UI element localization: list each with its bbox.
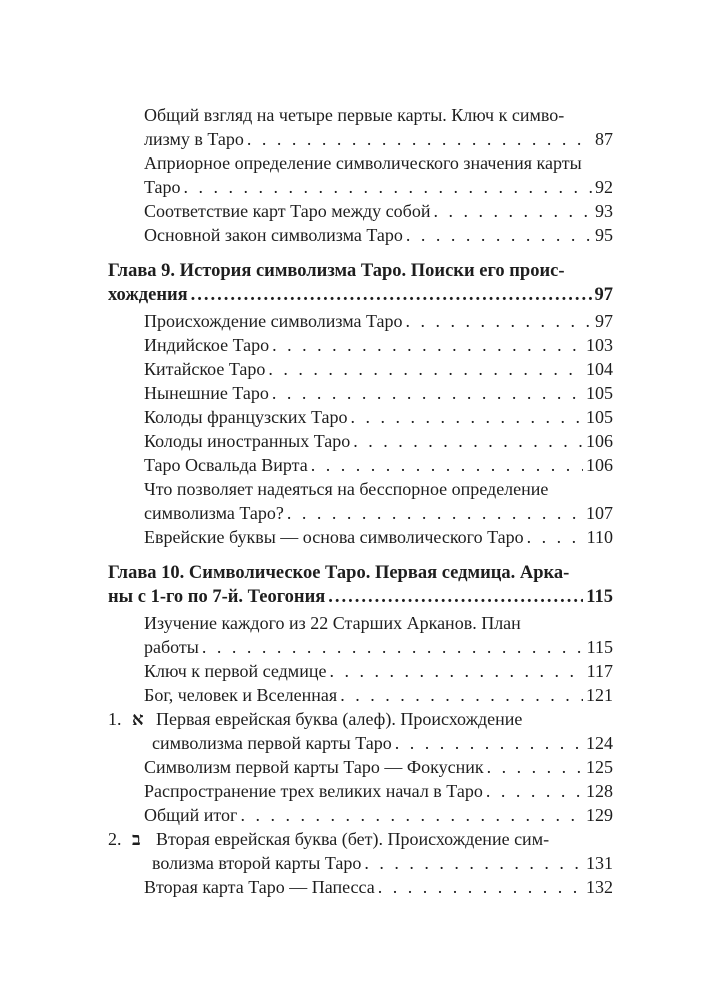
toc-entry [108, 779, 613, 803]
toc-line-with-page [144, 333, 613, 357]
toc-entry [108, 453, 613, 477]
toc-entry [108, 875, 613, 899]
page-number: 132 [586, 877, 613, 897]
dot-leader [191, 283, 592, 307]
page-number: 124 [586, 733, 613, 753]
dot-leader [328, 585, 583, 609]
dot-leader [287, 501, 583, 525]
page-number: 128 [586, 781, 613, 801]
entry-title: Колоды иностранных Таро [144, 431, 351, 451]
entry-title: символизма Таро? [144, 503, 284, 523]
dot-leader [184, 175, 592, 199]
toc-line [144, 477, 613, 501]
dot-leader [240, 803, 583, 827]
page-number: 117 [586, 661, 613, 681]
toc-entry [108, 381, 613, 405]
page-number: 110 [586, 527, 613, 547]
dot-leader [247, 127, 592, 151]
dot-leader [406, 309, 592, 333]
table-of-contents [108, 103, 613, 899]
entry-title: Первая еврейская буква (алеф). Происхождение [156, 709, 523, 729]
toc-entry [108, 199, 613, 223]
toc-line [108, 827, 613, 851]
dot-leader [202, 635, 584, 659]
toc-entry [108, 659, 613, 683]
page-number: 105 [586, 383, 613, 403]
chapter-entry [108, 561, 613, 609]
toc-line-with-page [144, 875, 613, 899]
toc-entry [108, 405, 613, 429]
toc-line-with-page [144, 755, 613, 779]
toc-line [144, 611, 613, 635]
entry-title: лизму в Таро [144, 129, 244, 149]
toc-entry [108, 803, 613, 827]
page-number: 103 [586, 335, 613, 355]
toc-line-with-page [144, 501, 613, 525]
page-number: 104 [586, 359, 613, 379]
toc-line-with-page [144, 635, 613, 659]
toc-entry [108, 611, 613, 659]
entry-title: Нынешние Таро [144, 383, 269, 403]
toc-line-with-page [108, 851, 613, 875]
entry-title: Вторая карта Таро — Папесса [144, 877, 375, 897]
entry-title: Что позволяет надеяться на бесспорное определение [144, 479, 549, 499]
toc-line [144, 151, 613, 175]
entry-title: Таро [144, 177, 181, 197]
toc-line-with-page [144, 779, 613, 803]
page-number: 106 [586, 455, 613, 475]
toc-line-with-page [144, 175, 613, 199]
dot-leader [268, 357, 583, 381]
toc-line [144, 103, 613, 127]
toc-line-with-page [144, 683, 613, 707]
entry-title: Ключ к первой седмице [144, 661, 327, 681]
toc-entry [108, 333, 613, 357]
toc-entry [108, 827, 613, 875]
page-number: 121 [586, 685, 613, 705]
hebrew-letter: א [132, 709, 144, 729]
dot-leader [329, 659, 583, 683]
dot-leader [395, 731, 583, 755]
entry-title: Основной закон символизма Таро [144, 225, 403, 245]
toc-entry [108, 683, 613, 707]
entry-title: ны с 1-го по 7-й. Теогония [108, 587, 326, 607]
dot-leader [433, 199, 592, 223]
dot-leader [353, 429, 583, 453]
toc-entry [108, 707, 613, 755]
toc-entry [108, 429, 613, 453]
entry-title: Глава 9. История символизма Таро. Поиски его проис- [108, 261, 565, 281]
page-number: 92 [595, 177, 613, 197]
toc-entry [108, 309, 613, 333]
page-number: 106 [586, 431, 613, 451]
entry-title: Происхождение символизма Таро [144, 311, 403, 331]
toc-entry [108, 525, 613, 549]
toc-line-with-page [144, 659, 613, 683]
page-number: 87 [595, 129, 613, 149]
entry-title: Изучение каждого из 22 Старших Арканов. План [144, 613, 521, 633]
page-number: 105 [586, 407, 613, 427]
dot-leader [272, 381, 583, 405]
toc-line-with-page [108, 731, 613, 755]
entry-title: Китайское Таро [144, 359, 266, 379]
toc-line-with-page [144, 405, 613, 429]
entry-title: волизма второй карты Таро [152, 853, 362, 873]
page-number: 129 [586, 805, 613, 825]
entry-title: Соответствие карт Таро между собой [144, 201, 431, 221]
dot-leader [351, 405, 583, 429]
toc-line-with-page [108, 585, 613, 609]
toc-line-with-page [144, 127, 613, 151]
dot-leader [364, 851, 583, 875]
page-number: 115 [586, 587, 613, 607]
toc-entry [108, 223, 613, 247]
entry-title: Символизм первой карты Таро — Фокусник [144, 757, 484, 777]
toc-line-with-page [144, 381, 613, 405]
entry-title: Колоды французских Таро [144, 407, 348, 427]
entry-title: Распространение трех великих начал в Таро [144, 781, 483, 801]
toc-line-with-page [144, 525, 613, 549]
dot-leader [487, 755, 583, 779]
toc-entry [108, 477, 613, 525]
toc-line-with-page [144, 453, 613, 477]
page-number: 95 [595, 225, 613, 245]
toc-line-with-page [144, 223, 613, 247]
page-number: 107 [586, 503, 613, 523]
dot-leader [527, 525, 584, 549]
dot-leader [311, 453, 583, 477]
entry-title: работы [144, 637, 199, 657]
entry-title: символизма первой карты Таро [152, 733, 392, 753]
toc-line [108, 561, 613, 585]
entry-title: Общий взгляд на четыре первые карты. Ключ к симво- [144, 105, 565, 125]
item-number: 2. [108, 829, 122, 849]
entry-title: Еврейские буквы — основа символического Таро [144, 527, 524, 547]
entry-title: Глава 10. Символическое Таро. Первая седмица. Арка- [108, 563, 570, 583]
page-number: 131 [586, 853, 613, 873]
page-number: 97 [594, 285, 613, 305]
toc-line-with-page [144, 429, 613, 453]
toc-line-with-page [144, 199, 613, 223]
toc-entry [108, 755, 613, 779]
toc-entry [108, 151, 613, 199]
toc-line [108, 707, 613, 731]
toc-line-with-page [144, 357, 613, 381]
dot-leader [272, 333, 583, 357]
toc-entry [108, 357, 613, 381]
dot-leader [378, 875, 583, 899]
hebrew-letter: ב [132, 829, 141, 849]
item-number: 1. [108, 709, 122, 729]
entry-title: Априорное определение символического значения карты [144, 153, 582, 173]
entry-title: Бог, человек и Вселенная [144, 685, 338, 705]
toc-entry [108, 103, 613, 151]
entry-title: хождения [108, 285, 188, 305]
entry-title: Вторая еврейская буква (бет). Происхождение сим- [156, 829, 550, 849]
toc-line-with-page [144, 309, 613, 333]
dot-leader [486, 779, 583, 803]
entry-title: Общий итог [144, 805, 238, 825]
page-number: 125 [586, 757, 613, 777]
dot-leader [406, 223, 592, 247]
toc-line-with-page [108, 283, 613, 307]
entry-title: Таро Освальда Вирта [144, 455, 308, 475]
page-number: 115 [586, 637, 613, 657]
page-number: 93 [595, 201, 613, 221]
page-number: 97 [595, 311, 613, 331]
chapter-entry [108, 259, 613, 307]
dot-leader [340, 683, 583, 707]
toc-line [108, 259, 613, 283]
entry-title: Индийское Таро [144, 335, 270, 355]
toc-line-with-page [144, 803, 613, 827]
